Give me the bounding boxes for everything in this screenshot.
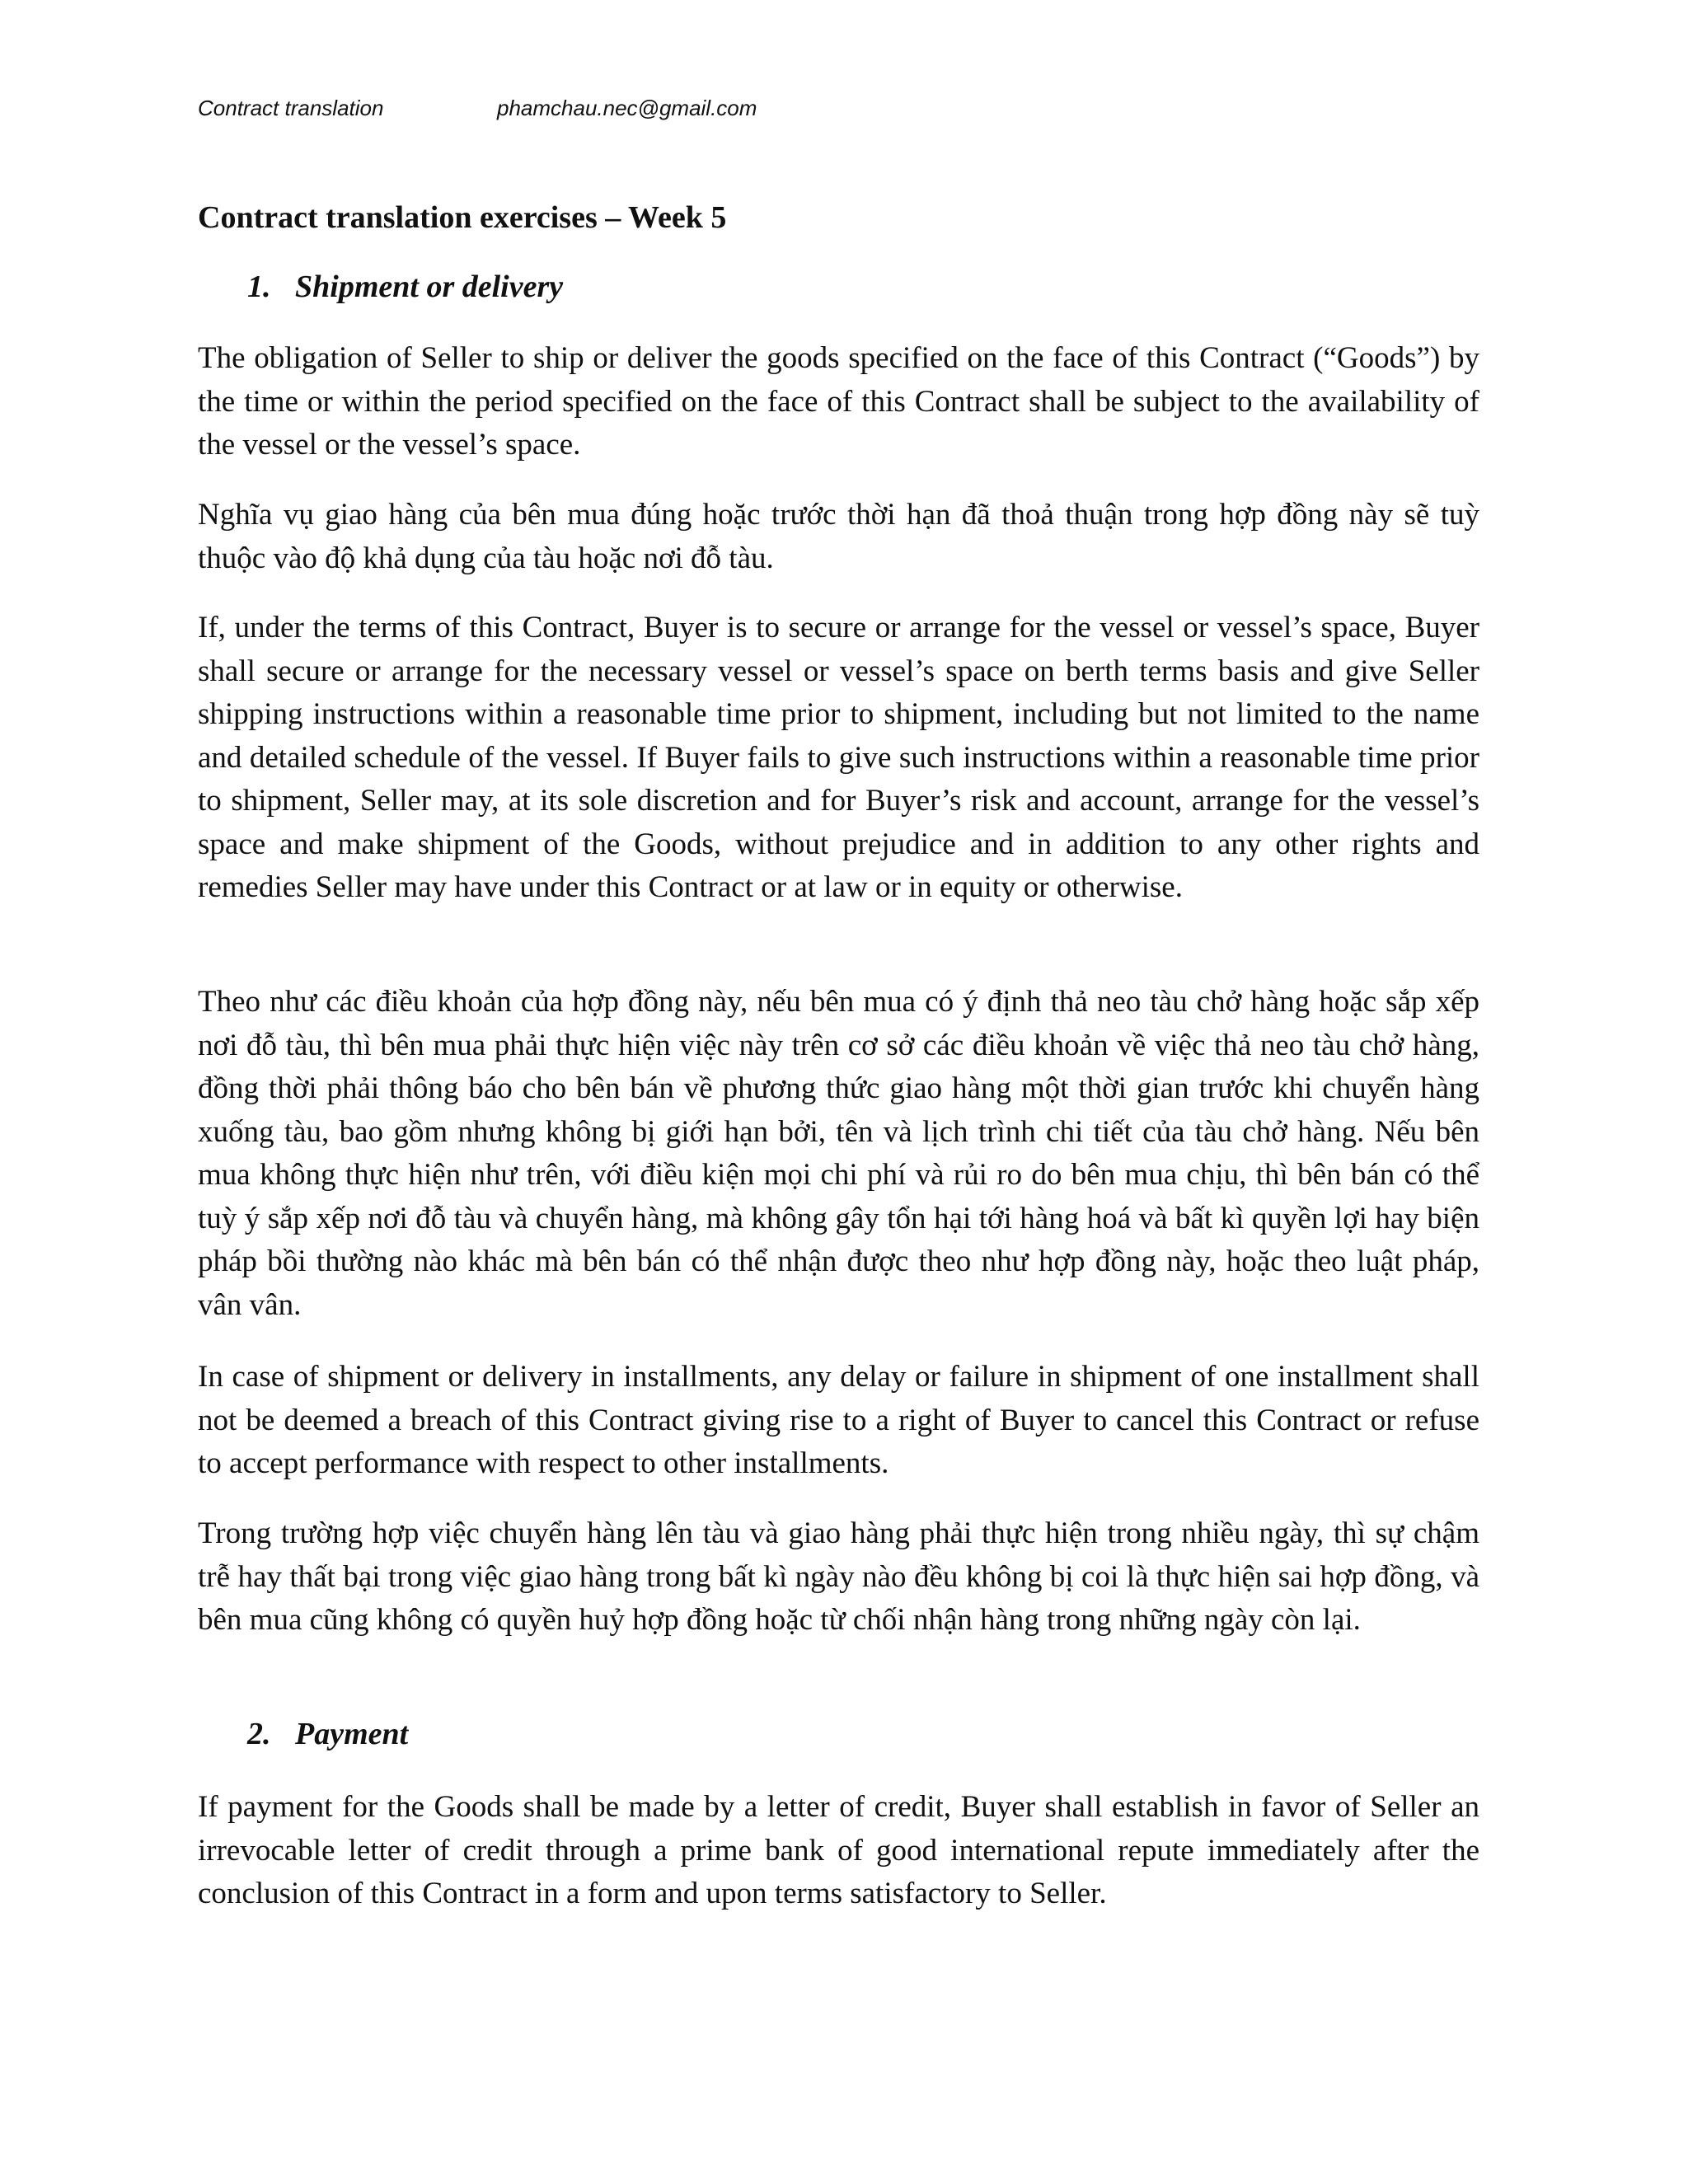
header-doc-label: Contract translation (198, 96, 384, 120)
section-heading-payment (247, 1716, 408, 1754)
paragraph-payment-en: If payment for the Goods shall be made by a letter of credit, Buyer shall establish in favor of Seller an irrevocable letter of credit through a prime bank of good international repute immediately after the conclusion of this Contract in a form and upon terms satisfactory to Seller. (198, 1790, 1479, 1910)
section-number: 1. (247, 269, 271, 304)
document-title: Contract translation exercises – Week 5 (198, 200, 727, 235)
page-header (198, 96, 757, 120)
paragraph-shipment-obligation-en: The obligation of Seller to ship or deliver the goods specified on the face of this Contract (“Goods”) by the time or within the period specified on the face of this Contract shall be subject to the availability of the vessel or the vessel’s space. (198, 341, 1479, 462)
paragraph-vessel-arrangement-en: If, under the terms of this Contract, Buyer is to secure or arrange for the vessel or vessel’s space, Buyer shall secure or arrange for the necessary vessel or vessel’s space on berth terms basis and give Seller shipping instructions within a reasonable time prior to shipment, including but not limited to the name and detailed schedule of the vessel. If Buyer fails to give such instructions within a reasonable time prior to shipment, Seller may, at its sole discretion and for Buyer’s risk and account, arrange for the vessel’s space and make shipment of the Goods, without prejudice and in addition to any other rights and remedies Seller may have under this Contract or at law or in equity or otherwise. (198, 611, 1479, 904)
paragraph-installments-vi: Trong trường hợp việc chuyển hàng lên tàu và giao hàng phải thực hiện trong nhiều ngày, thì sự chậm trễ hay thất bại trong việc giao hàng trong bất kì ngày nào đều không bị coi là thực hiện sai hợp đồng, và bên mua cũng không có quyền huỷ hợp đồng hoặc từ chối nhận hàng trong những ngày còn lại. (198, 1516, 1479, 1637)
paragraph-installments-en: In case of shipment or delivery in installments, any delay or failure in shipment of one installment shall not be deemed a breach of this Contract giving rise to a right of Buyer to cancel this Contract or refuse to accept performance with respect to other installments. (198, 1360, 1479, 1480)
header-email: phamchau.nec@gmail.com (497, 96, 757, 120)
section-title: Payment (295, 1717, 409, 1751)
section-title: Shipment or delivery (295, 269, 564, 304)
section-number: 2. (247, 1717, 271, 1751)
paragraph-vessel-arrangement-vi: Theo như các điều khoản của hợp đồng này, nếu bên mua có ý định thả neo tàu chở hàng hoặc sắp xếp nơi đỗ tàu, thì bên mua phải thực hiện việc này trên cơ sở các điều khoản về việc thả neo tàu chở hàng, đồng thời phải thông báo cho bên bán về phương thức giao hàng một thời gian trước khi chuyển hàng xuống tàu, bao gồm nhưng không bị giới hạn bởi, tên và lịch trình chi tiết của tàu chở hàng. Nếu bên mua không thực hiện như trên, với điều kiện mọi chi phí và rủi ro do bên mua chịu, thì bên bán có thể tuỳ ý sắp xếp nơi đỗ tàu và chuyển hàng, mà không gây tổn hại tới hàng hoá và bất kì quyền lợi hay biện pháp bồi thường nào khác mà bên bán có thể nhận được theo như hợp đồng này, hoặc theo luật pháp, vân vân. (198, 985, 1479, 1322)
section-heading-shipment (247, 269, 563, 307)
paragraph-shipment-obligation-vi: Nghĩa vụ giao hàng của bên mua đúng hoặc trước thời hạn đã thoả thuận trong hợp đồng này sẽ tuỳ thuộc vào độ khả dụng của tàu hoặc nơi đỗ tàu. (198, 498, 1479, 575)
